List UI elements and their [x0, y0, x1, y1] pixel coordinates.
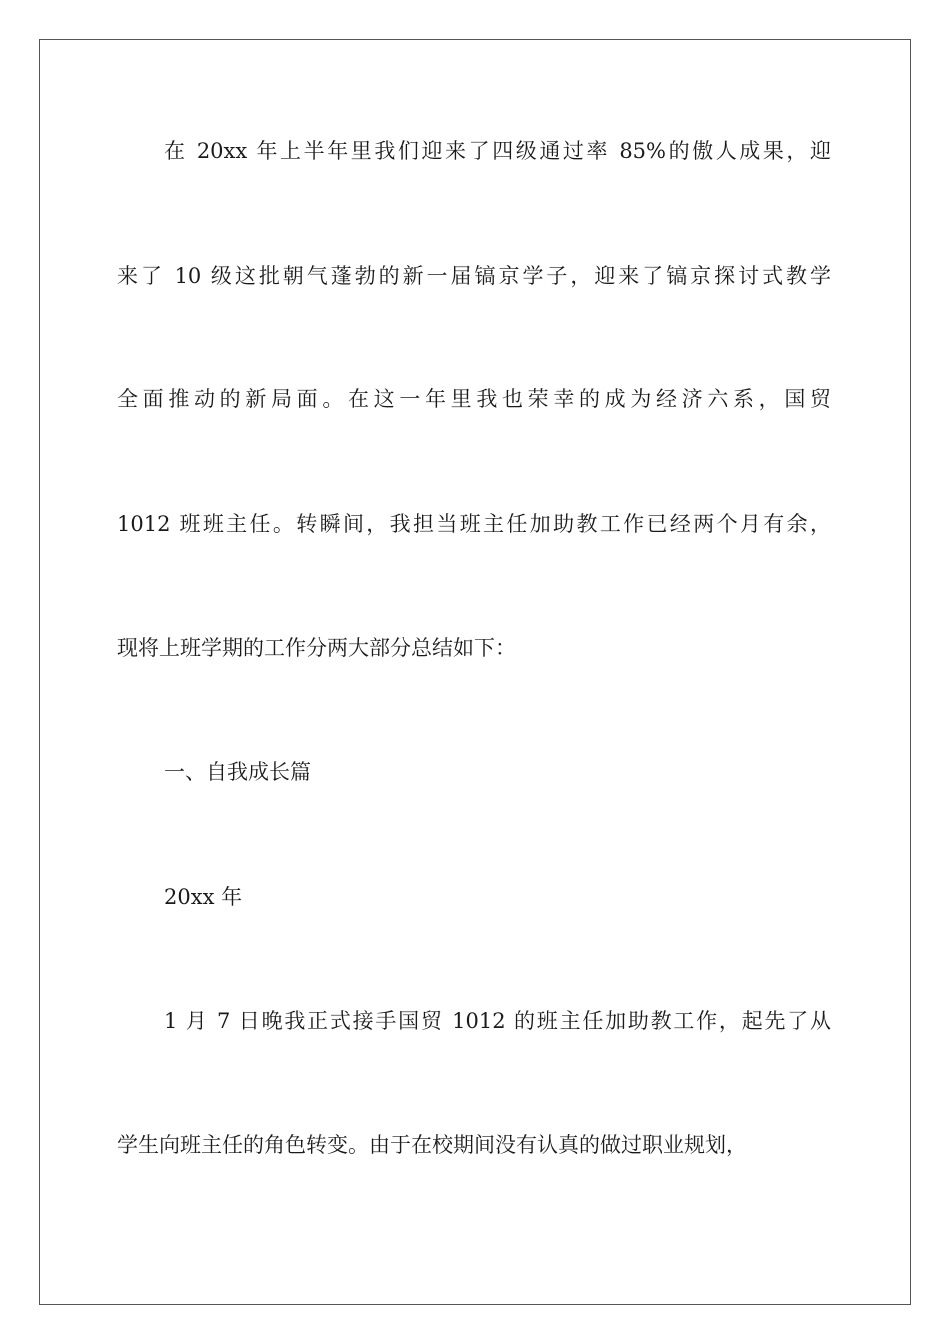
page-border — [39, 39, 911, 1305]
paragraph-line-4: 1012 班班主任。转瞬间，我担当班主任加助教工作已经两个月有余， — [117, 512, 831, 536]
paragraph-line-6: 1 月 7 日晚我正式接手国贸 1012 的班主任加助教工作，起先了从 — [164, 1009, 831, 1033]
year-heading: 20xx 年 — [164, 885, 243, 909]
paragraph-line-3: 全面推动的新局面。在这一年里我也荣幸的成为经济六系，国贸 — [117, 387, 831, 411]
paragraph-line-7: 学生向班主任的角色转变。由于在校期间没有认真的做过职业规划， — [117, 1133, 747, 1157]
section-heading: 一、自我成长篇 — [164, 760, 311, 784]
paragraph-line-2: 来了 10 级这批朝气蓬勃的新一届镐京学子，迎来了镐京探讨式教学 — [117, 264, 831, 288]
paragraph-line-1: 在 20xx 年上半年里我们迎来了四级通过率 85%的傲人成果，迎 — [164, 139, 831, 163]
paragraph-line-5: 现将上班学期的工作分两大部分总结如下： — [117, 636, 516, 660]
